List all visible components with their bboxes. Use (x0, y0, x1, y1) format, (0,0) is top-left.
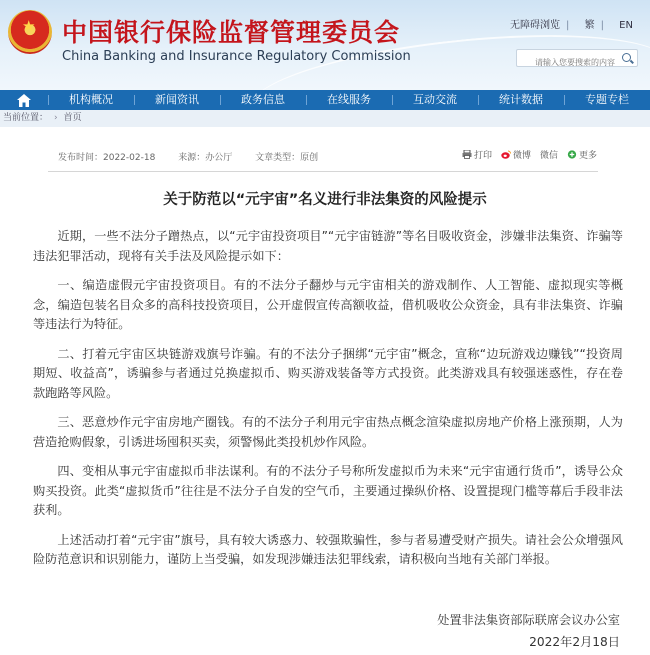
breadcrumb: 当前位置： › 首页 (0, 110, 650, 127)
article-body (33, 227, 623, 580)
article-type: 文章类型：原创 (255, 153, 319, 163)
print-button[interactable]: 打印 (474, 151, 493, 161)
nav-item-news[interactable]: 新闻资讯 (134, 90, 220, 110)
more-share-button[interactable]: 更多 (579, 151, 598, 161)
nav-item-about[interactable]: 机构概况 (48, 90, 134, 110)
print-icon[interactable] (462, 150, 472, 159)
search-icon[interactable] (622, 53, 631, 62)
article-paragraph: 一、编造虚假元宇宙投资项目。有的不法分子翻炒与元宇宙相关的游戏制作、人工智能、虚拟现实等概念，编造包装名目众多的高科技投资项目，公开虚假宣传高额收益，借机吸收公众资金，具有非法集资、诈骗等违法行为特征。 (33, 278, 623, 331)
article-paragraph: 近期，一些不法分子蹭热点，以“元宇宙投资项目”“元宇宙链游”等名目吸收资金，涉嫌非法集资、诈骗等违法犯罪活动，现将有关手法及风险提示如下： (33, 229, 623, 263)
site-header (0, 0, 650, 90)
traditional-chinese-link[interactable]: 繁 (584, 20, 595, 31)
article-paragraph: 上述活动打着“元宇宙”旗号，具有较大诱惑力、较强欺骗性，参与者易遭受财产损失。请社会公众增强风险防范意识和识别能力，谨防上当受骗，如发现涉嫌违法犯罪线索，请积极向当地有关部门举报。 (33, 532, 623, 566)
nav-item-government-info[interactable]: 政务信息 (220, 90, 306, 110)
publish-time: 发布时间：2022-02-18 (58, 153, 156, 163)
nav-item-special-topics[interactable]: 专题专栏 (564, 90, 650, 110)
nav-home-button[interactable] (0, 90, 48, 110)
breadcrumb-home-link[interactable]: 首页 (63, 113, 82, 123)
site-title-cn[interactable]: 中国银行保险监督管理委员会 (62, 18, 401, 47)
article-title: 关于防范以“元宇宙”名义进行非法集资的风险提示 (163, 192, 487, 208)
more-icon[interactable] (567, 150, 577, 159)
divider (48, 171, 598, 172)
article-signature: 处置非法集资部际联席会议办公室 (437, 613, 620, 627)
nav-item-online-services[interactable]: 在线服务 (306, 90, 392, 110)
search-input[interactable] (517, 55, 617, 71)
share-bar (462, 148, 597, 161)
weibo-icon[interactable] (501, 150, 511, 159)
article-paragraph: 三、恶意炒作元宇宙房地产圈钱。有的不法分子利用元宇宙热点概念渲染虚拟房地产价格上涨预期，人为营造抢购假象，引诱进场囤积买卖，须警惕此类投机炒作风险。 (33, 415, 623, 449)
accessibility-link[interactable]: 无障碍浏览 (510, 20, 560, 31)
article-paragraph: 四、变相从事元宇宙虚拟币非法谋利。有的不法分子号称所发虚拟币为未来“元宇宙通行货币”，诱导公众购买投资。此类“虚拟货币”往往是不法分子自发的空气币，主要通过操纵价格、设置提现门槛等幕后手段非法获利。 (33, 464, 623, 517)
article-date: 2022年2月18日 (529, 635, 620, 649)
article-source: 来源：办公厅 (178, 153, 233, 163)
home-icon (17, 94, 31, 107)
breadcrumb-label: 当前位置： (3, 113, 49, 123)
nav-item-statistics[interactable]: 统计数据 (478, 90, 564, 110)
article-paragraph: 二、打着元宇宙区块链游戏旗号诈骗。有的不法分子捆绑“元宇宙”概念，宣称“边玩游戏边赚钱”“投资周期短、收益高”，诱骗参与者通过兑换虚拟币、购买游戏装备等方式投资。此类游戏具有较强迷惑性，存在卷款跑路等风险。 (33, 346, 623, 400)
weibo-share-button[interactable]: 微博 (513, 151, 532, 161)
wechat-share-button[interactable]: 微信 (540, 151, 559, 161)
nav-item-interaction[interactable]: 互动交流 (392, 90, 478, 110)
main-nav (0, 90, 650, 110)
top-links: 无障碍浏览 | 繁 | EN (510, 20, 633, 31)
article-meta (58, 150, 338, 163)
national-emblem-icon[interactable]: ★ (8, 10, 52, 54)
site-title-en: China Banking and Insurance Regulatory Commission (62, 49, 411, 64)
english-link[interactable]: EN (619, 20, 633, 31)
search-box (516, 49, 638, 67)
